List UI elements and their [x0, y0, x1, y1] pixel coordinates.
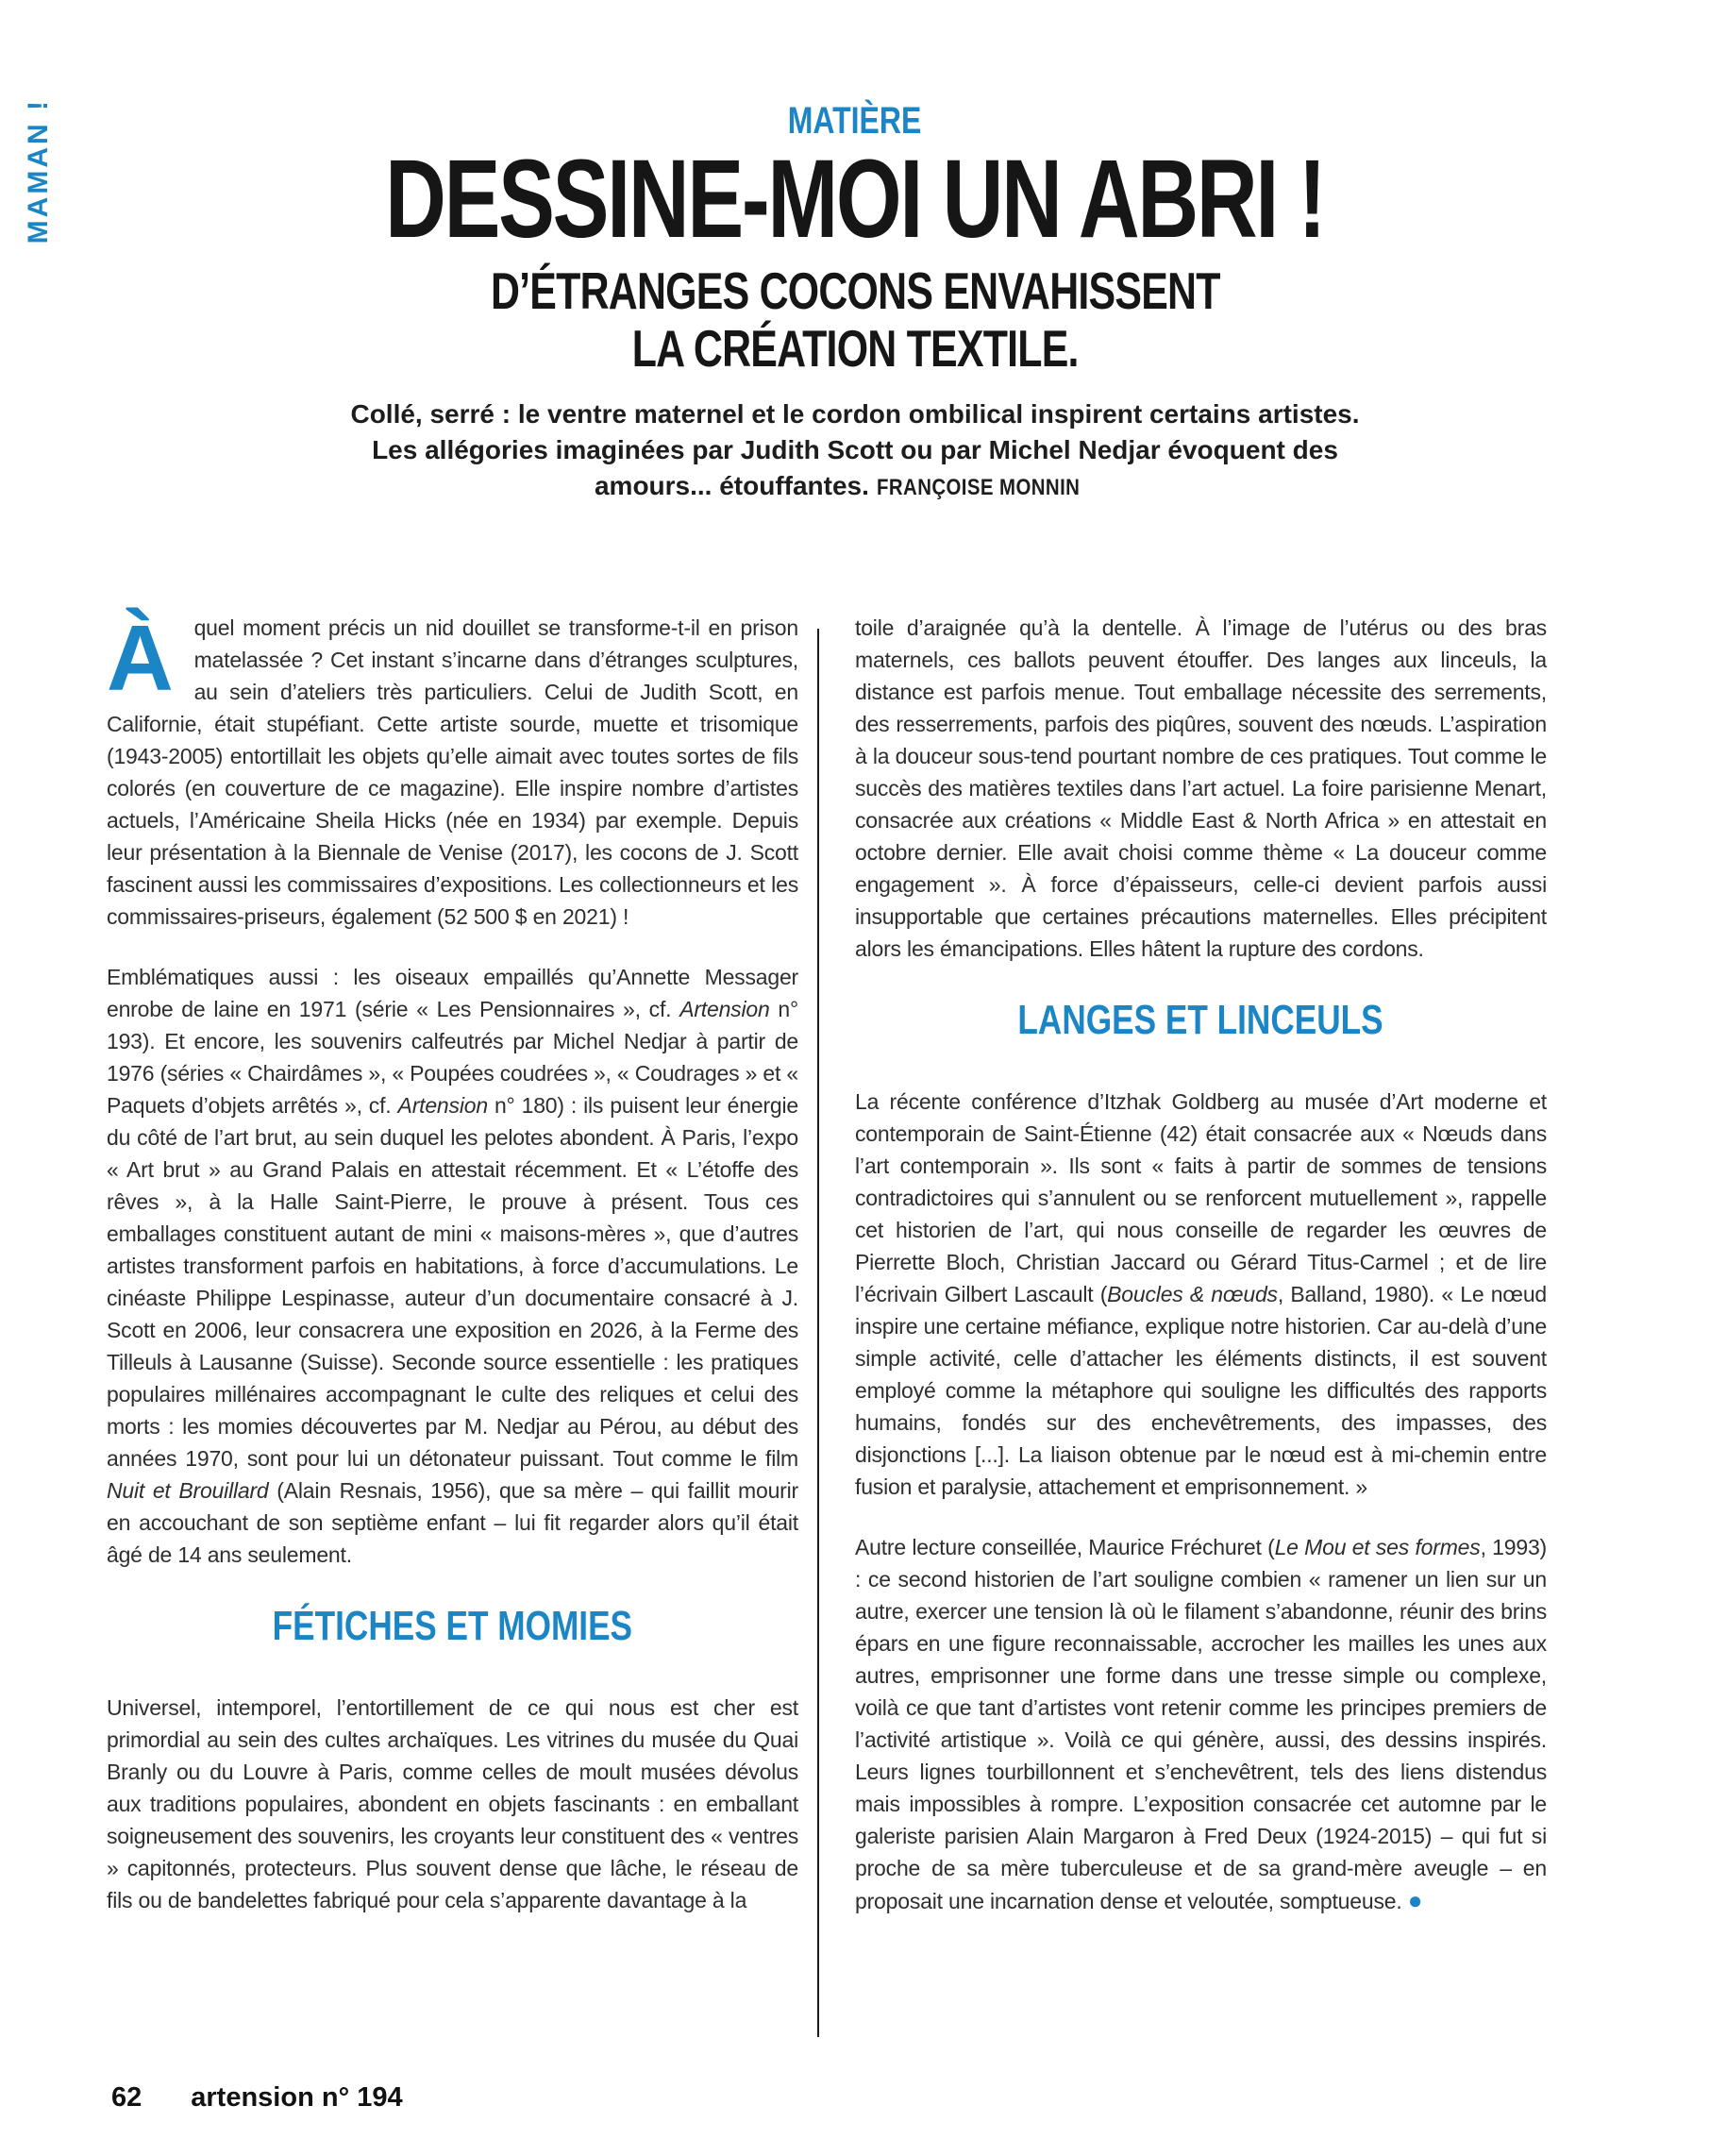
section-heading-text: FÉTICHES ET MOMIES: [272, 1603, 633, 1649]
section-heading-langes: [855, 999, 1547, 1042]
column-divider-rule: [817, 629, 819, 2037]
subheadline-line2: LA CRÉATION TEXTILE.: [631, 319, 1079, 378]
paragraph: toile d’araignée qu’à la dentelle. À l’image de l’utérus ou des bras maternels, ces ballots peuvent étouffer. Des langes aux linceuls, la distance est parfois menue. Tout emballage nécessite des serrements, des resserrements, parfois des piqûres, souvent des nœuds. L’aspiration à la douceur sous-tend pourtant nombre de ces pratiques. Tout comme le succès des matières textiles dans l’art actuel. La foire parisienne Menart, consacrée aux créations « Middle East & North Africa » en attestait en octobre dernier. Elle avait choisi comme thème « La douceur comme engagement ». À force d’épaisseurs, celle-ci devient parfois aussi insupportable que certaines précautions maternelles. Elles précipitent alors les émancipations. Elles hâtent la rupture des cordons.: [855, 615, 1547, 961]
left-column: [107, 606, 799, 1916]
paragraph-text: quel moment précis un nid douillet se transforme-t-il en prison matelassée ? Cet instant s’incarne dans d’étranges sculptures, au sein d’ateliers très particuliers. Celui de Judith Scott, en Californie, était stupéfiant. Cette artiste sourde, muette et trisomique (1943-2005) entortillait les objets qu’elle aimait avec toutes sortes de fils colorés (en couverture de ce magazine). Elle inspire nombre d’artistes actuels, l’Américaine Sheila Hicks (née en 1934) par exemple. Depuis leur présentation à la Biennale de Venise (2017), les cocons de J. Scott fascinent aussi les commissaires d’expositions. Les collectionneurs et les commissaires-priseurs, également (52 500 $ en 2021) !: [107, 615, 798, 929]
paragraph: La récente conférence d’Itzhak Goldberg au musée d’Art moderne et contemporain de Saint-Étienne (42) était consacrée aux « Nœuds dans l’art contemporain ». Ils sont « faits à partir de sommes de tensions contradictoires qui s’annulent ou se renforcent mutuellement », rappelle cet historien de l’art, qui nous conseille de regarder les œuvres de Pierrette Bloch, Christian Jaccard ou Gérard Titus-Carmel ; et de lire l’écrivain Gilbert Lascault (Boucles & nœuds, Balland, 1980). « Le nœud inspire une certaine méfiance, explique notre historien. Car au-delà d’une simple activité, celle d’attacher les éléments distincts, il est souvent employé comme la métaphore qui souligne les difficultés des rapports humains, fondés sur des enchevêtrements, des impasses, des disjonctions [...]. La liaison obtenue par le nœud est à mi-chemin entre fusion et paralysie, attachement et emprisonnement. »: [855, 1089, 1547, 1499]
section-heading-text: LANGES ET LINCEULS: [1017, 997, 1384, 1043]
page-number: 62: [111, 2082, 142, 2113]
right-column: [855, 612, 1547, 1917]
paragraph-text: Autre lecture conseillée, Maurice Fréchuret (Le Mou et ses formes, 1993) : ce second historien de l’art souligne combien « ramener un lien sur un autre, exercer une tension là où le filament s’abandonne, réunir des brins épars en une figure reconnaissable, accrocher les mailles les unes aux autres, emprisonner une forme dans une tresse simple ou complexe, voilà ce que tant d’artistes vont retenir comme les principes premiers de l’activité artistique ». Voilà ce qui génère, aussi, des dessins inspirés. Leurs lignes tourbillonnent et s’enchevêtrent, tels des liens distendus mais impossibles à rompre. L’exposition consacrée cet automne par le galeriste parisien Alain Margaron à Fred Deux (1924-2015) – qui fut si proche de sa mère tuberculeuse et de sa grand-mère aveugle – en proposait une incarnation dense et veloutée, somptueuse.: [855, 1535, 1547, 1913]
page-footer: [111, 2082, 403, 2114]
drop-cap: À: [107, 606, 174, 710]
lead-paragraph: [336, 396, 1374, 506]
paragraph: Universel, intemporel, l’entortillement de ce qui nous est cher est primordial au sein des cultes archaïques. Les vitrines du musée du Quai Branly ou du Louvre à Paris, comme celles de moult musées dévolus aux traditions populaires, abondent en objets fascinants : en emballant soigneusement des souvenirs, les croyants leur constituent des « ventres » capitonnés, protecteurs. Plus souvent dense que lâche, le réseau de fils ou de bandelettes fabriqué pour cela s’apparente davantage à la: [107, 1695, 798, 1912]
vertical-strap-label: MAMAN !: [23, 98, 54, 244]
headline-text: DESSINE-MOI UN ABRI !: [385, 137, 1325, 261]
end-of-article-dot: ●: [1407, 1886, 1423, 1914]
byline: FRANÇOISE MONNIN: [876, 475, 1081, 500]
paragraph: Emblématiques aussi : les oiseaux empaillés qu’Annette Messager enrobe de laine en 1971 (série « Les Pensionnaires », cf. Artension n° 193). Et encore, les souvenirs calfeutrés par Michel Nedjar à partir de 1976 (séries « Chairdâmes », « Poupées coudrées », « Coudrages » et « Paquets d’objets arrêtés », cf. Artension n° 180) : ils puisent leur énergie du côté de l’art brut, au sein duquel les pelotes abondent. À Paris, l’expo « Art brut » au Grand Palais en attestait récemment. Et « L’étoffe des rêves », à la Halle Saint-Pierre, le prouve à présent. Tous ces emballages constituent autant de mini « maisons-mères », que d’autres artistes transforment parfois en habitations, à force d’accumulations. Le cinéaste Philippe Lespinasse, auteur d’un documentaire consacré à J. Scott en 2006, leur consacrera une exposition en 2026, à la Ferme des Tilleuls à Lausanne (Suisse). Seconde source essentielle : les pratiques populaires millénaires accompagnant le culte des reliques et celui des morts : les momies découvertes par M. Nedjar au Pérou, au début des années 1970, sont pour lui un détonateur puissant. Tout comme le film Nuit et Brouillard (Alain Resnais, 1956), que sa mère – qui faillit mourir en accouchant de son septième enfant – lui fit regarder alors qu’il était âgé de 14 ans seulement.: [107, 965, 799, 1567]
paragraph: [107, 606, 798, 933]
subheadline-line1: D’ÉTRANGES COCONS ENVAHISSENT: [490, 261, 1220, 320]
section-heading-fetiches: [107, 1605, 798, 1648]
paragraph: [855, 1531, 1547, 1917]
lead-text: Collé, serré : le ventre maternel et le cordon ombilical inspirent certains artistes. Les allégories imaginées par Judith Scott ou par Michel Nedjar évoquent des amours... étouffantes.: [350, 399, 1360, 500]
headline: [0, 137, 1710, 261]
subheadline: [0, 262, 1710, 378]
kicker-text: MATIÈRE: [788, 100, 922, 142]
magazine-title: artension n° 194: [191, 2082, 403, 2113]
